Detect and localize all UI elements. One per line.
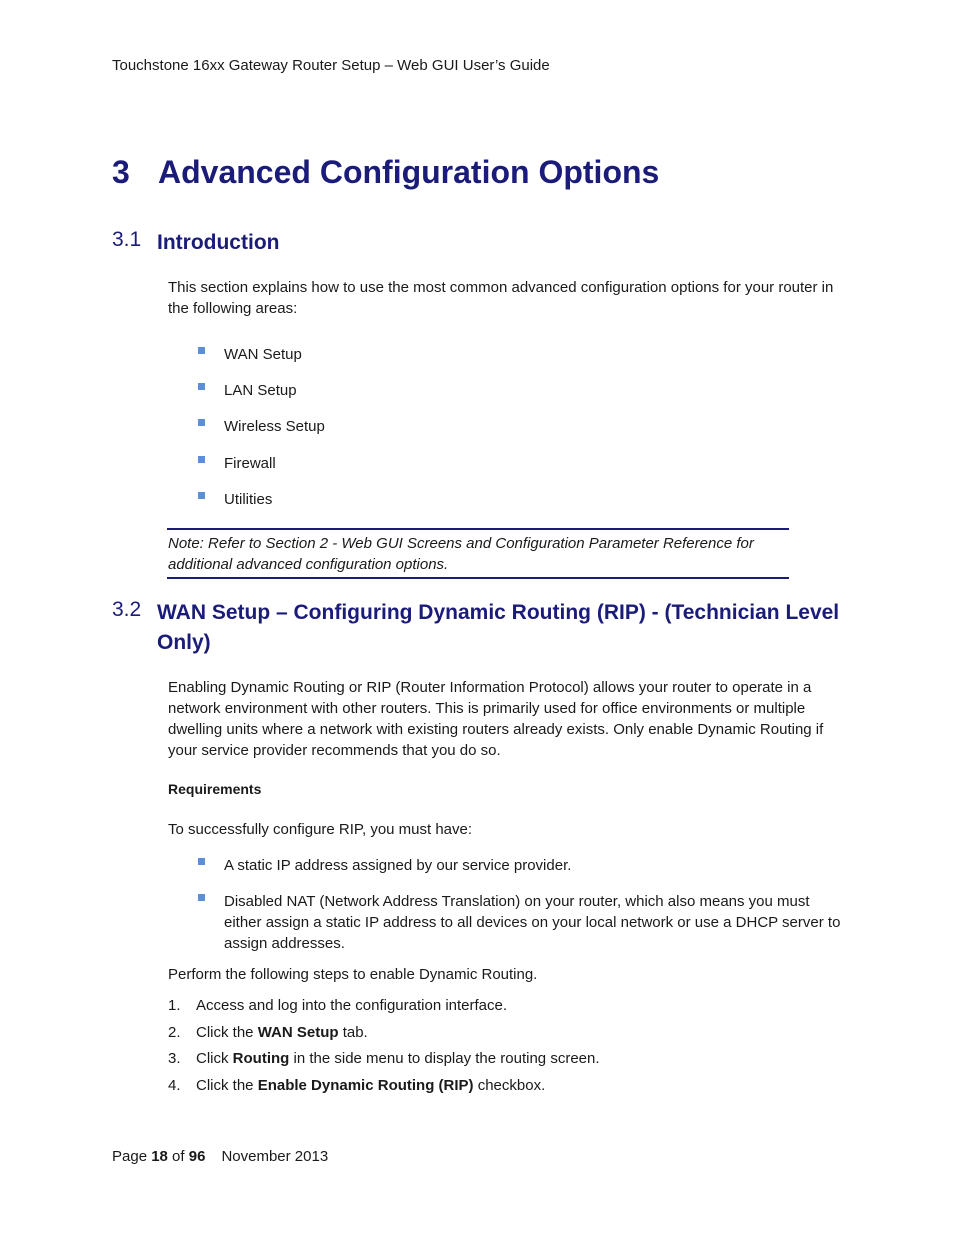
running-header: Touchstone 16xx Gateway Router Setup – Web GUI User’s Guide bbox=[112, 57, 550, 74]
bullet-icon bbox=[198, 894, 205, 901]
section-number: 3.2 bbox=[112, 598, 142, 621]
step-item: 2. Click the WAN Setup tab. bbox=[168, 1024, 368, 1041]
section-number: 3.1 bbox=[112, 228, 142, 251]
section-heading-3-1 bbox=[112, 228, 847, 258]
bullet-icon bbox=[198, 347, 205, 354]
section-title: WAN Setup – Configuring Dynamic Routing (RIP) - (Technician Level Only) bbox=[157, 601, 840, 654]
requirements-heading: Requirements bbox=[168, 781, 262, 797]
list-item: Wireless Setup bbox=[198, 416, 848, 437]
steps-intro: Perform the following steps to enable Dynamic Routing. bbox=[168, 966, 538, 983]
list-item: LAN Setup bbox=[198, 380, 848, 401]
list-item: A static IP address assigned by our service provider. bbox=[198, 855, 848, 876]
list-item: Disabled NAT (Network Address Translation) on your router, which also means you must either assign a static IP address to all devices on your local network or use a DHCP server to assign addresses. bbox=[198, 891, 848, 954]
page-total: 96 bbox=[188, 1148, 206, 1165]
list-item: Firewall bbox=[198, 453, 848, 474]
chapter-title-text: Advanced Configuration Options bbox=[158, 154, 660, 190]
list-item: Utilities bbox=[198, 489, 848, 510]
footer-date: November 2013 bbox=[221, 1148, 329, 1165]
note-box: Note: Refer to Section 2 - Web GUI Screens and Configuration Parameter Reference for additional advanced configuration options. bbox=[167, 528, 789, 579]
step-item: 3. Click Routing in the side menu to display the routing screen. bbox=[168, 1050, 600, 1067]
section-title: Introduction bbox=[157, 231, 280, 254]
page-number: 18 bbox=[151, 1148, 168, 1165]
step-item: 1. Access and log into the configuration interface. bbox=[168, 997, 508, 1014]
bullet-icon bbox=[198, 419, 205, 426]
requirements-intro: To successfully configure RIP, you must have: bbox=[168, 821, 473, 838]
bullet-icon bbox=[198, 858, 205, 865]
page-footer: Page 18 of 96 November 2013 bbox=[112, 1148, 329, 1165]
bullet-icon bbox=[198, 456, 205, 463]
chapter-number: 3 bbox=[112, 154, 130, 190]
chapter-title bbox=[112, 154, 659, 191]
bullet-icon bbox=[198, 383, 205, 390]
step-item: 4. Click the Enable Dynamic Routing (RIP) checkbox. bbox=[168, 1077, 546, 1094]
list-item: WAN Setup bbox=[198, 344, 848, 365]
bullet-icon bbox=[198, 492, 205, 499]
rip-intro-paragraph: Enabling Dynamic Routing or RIP (Router Information Protocol) allows your router to operate in a network environment with other routers. This is primarily used for office environments or multiple dwelling units where a network with existing routers already exists. Only enable Dynamic Routing if your service provider recommends that you do so. bbox=[168, 679, 824, 759]
intro-paragraph: This section explains how to use the most common advanced configuration options for your router in the following areas: bbox=[168, 279, 834, 317]
section-heading-3-2 bbox=[112, 598, 847, 658]
